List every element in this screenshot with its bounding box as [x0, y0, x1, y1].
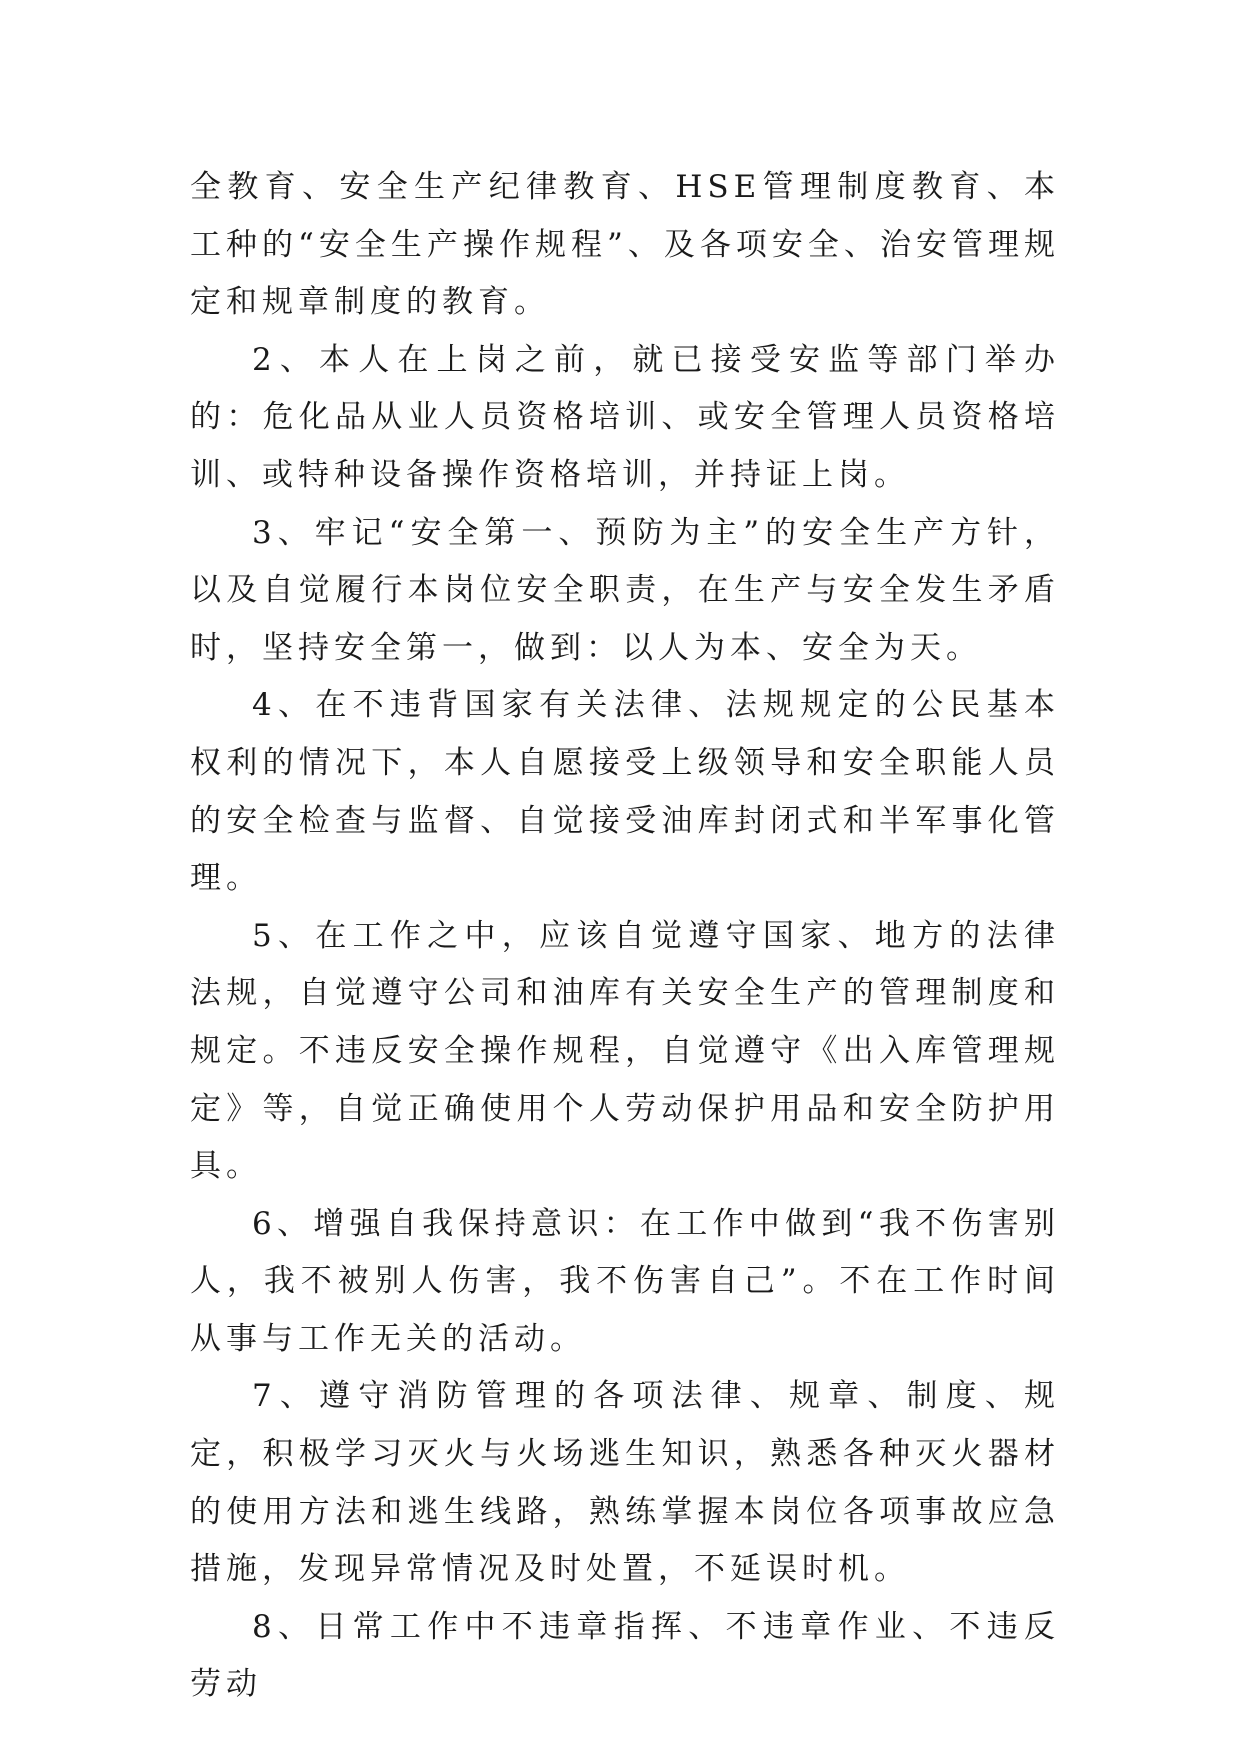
paragraph-item-5: 5、在工作之中，应该自觉遵守国家、地方的法律法规，自觉遵守公司和油库有关安全生产的管理制度和规定。不违反安全操作规程，自觉遵守《出入库管理规定》等，自觉正确使用个人劳动保护用品和安全防护用具。	[190, 917, 1060, 1185]
document-body	[190, 159, 1060, 1714]
paragraph-item-2: 2、本人在上岗之前，就已接受安监等部门举办的：危化品从业人员资格培训、或安全管理人员资格培训、或特种设备操作资格培训，并持证上岗。	[190, 341, 1060, 493]
paragraph-item-3: 3、牢记“安全第一、预防为主”的安全生产方针，以及自觉履行本岗位安全职责，在生产与安全发生矛盾时，坚持安全第一，做到：以人为本、安全为天。	[190, 514, 1060, 666]
paragraph-item-6: 6、增强自我保持意识：在工作中做到“我不伤害别人，我不被别人伤害，我不伤害自己”。不在工作时间从事与工作无关的活动。	[190, 1205, 1060, 1357]
paragraph-item-8: 8、日常工作中不违章指挥、不违章作业、不违反劳动	[190, 1608, 1060, 1703]
paragraph-continuation: 全教育、安全生产纪律教育、HSE管理制度教育、本工种的“安全生产操作规程”、及各项安全、治安管理规定和规章制度的教育。	[190, 169, 1060, 321]
paragraph-item-4: 4、在不违背国家有关法律、法规规定的公民基本权利的情况下，本人自愿接受上级领导和安全职能人员的安全检查与监督、自觉接受油库封闭式和半军事化管理。	[190, 687, 1060, 897]
paragraph-item-7: 7、遵守消防管理的各项法律、规章、制度、规定，积极学习灭火与火场逃生知识，熟悉各种灭火器材的使用方法和逃生线路，熟练掌握本岗位各项事故应急措施，发现异常情况及时处置，不延误时机。	[190, 1378, 1060, 1588]
